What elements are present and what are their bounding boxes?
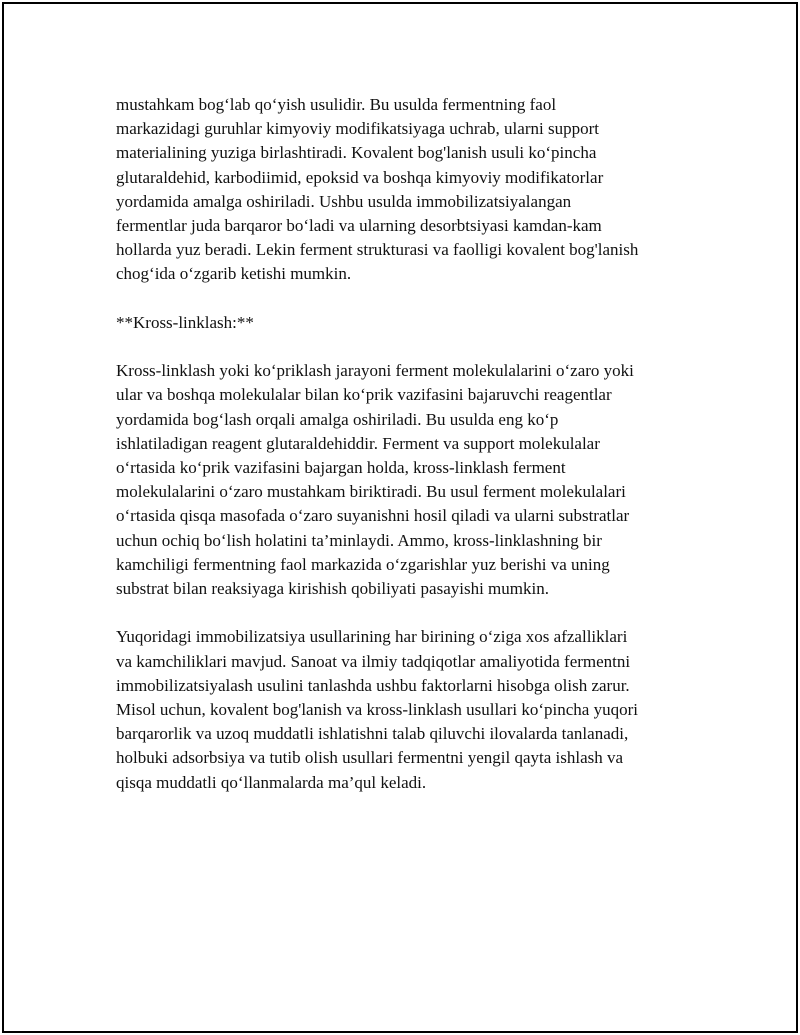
document-body xyxy=(116,93,696,819)
section-heading-cross-linking: **Kross-linklash:** xyxy=(116,312,254,332)
paragraph-conclusion: Yuqoridagi immobilizatsiya usullarining har birining o‘ziga xos afzalliklari va kamchiliklari mavjud. Sanoat va ilmiy tadqiqotlar amaliyotida fermentni immobilizatsiyalash usulini tanlashda ushbu faktorlarni hisobga olish zarur. Misol uchun, kovalent bog'lanish va kross-linklash usullari ko‘pincha yuqori barqarorlik va uzoq muddatli ishlatishni talab qiluvchi ilovalarda tanlanadi, holbuki adsorbsiya va tutib olish usullari fermentni yengil qayta ishlash va qisqa muddatli qo‘llanmalarda ma’qul keladi. xyxy=(116,627,638,792)
paragraph-covalent-binding: mustahkam bog‘lab qo‘yish usulidir. Bu usulda fermentning faol markazidagi guruhlar kimyoviy modifikatsiyaga uchrab, ularni support materialining yuziga birlashtiradi. Kovalent bog'lanish usuli ko‘pincha glutaraldehid, karbodiimid, epoksid va boshqa kimyoviy modifikatorlar yordamida amalga oshiriladi. Ushbu usulda immobilizatsiyalangan fermentlar juda barqaror bo‘ladi va ularning desorbtsiyasi kamdan-kam hollarda yuz beradi. Lekin ferment strukturasi va faolligi kovalent bog'lanish chog‘ida o‘zgarib ketishi mumkin. xyxy=(116,95,639,284)
paragraph-cross-linking: Kross-linklash yoki ko‘priklash jarayoni ferment molekulalarini o‘zaro yoki ular va boshqa molekulalar bilan ko‘prik vazifasini bajaruvchi reagentlar yordamida bog‘lash orqali amalga oshiriladi. Bu usulda eng ko‘p ishlatiladigan reagent glutaraldehiddir. Ferment va support molekulalar o‘rtasida ko‘prik vazifasini bajargan holda, kross-linklash ferment molekulalarini o‘zaro mustahkam biriktiradi. Bu usul ferment molekulalari o‘rtasida qisqa masofada o‘zaro suyanishni hosil qiladi va ularni substratlar uchun ochiq bo‘lish holatini ta’minlaydi. Ammo, kross-linklashning bir kamchiligi fermentning faol markazida o‘zgarishlar yuz berishi va uning substrat bilan reaksiyaga kirishish qobiliyati pasayishi mumkin. xyxy=(116,361,634,599)
